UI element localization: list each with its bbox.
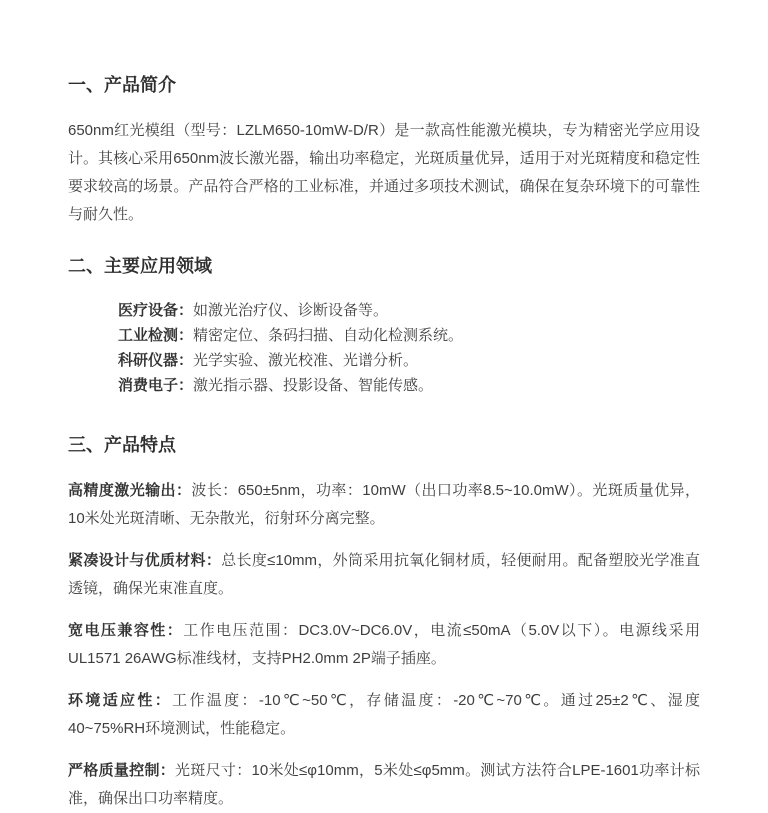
application-list-item-consumer (118, 373, 700, 398)
feature-label: 紧凑设计与优质材料： (68, 552, 222, 569)
application-label: 消费电子： (118, 377, 194, 394)
feature-paragraph-voltage (68, 617, 700, 673)
application-text: 精密定位、条码扫描、自动化检测系统。 (193, 327, 464, 344)
feature-text: 工作温度：-10℃~50℃，存储温度：-20℃~70℃。通过25±2℃、湿度40~75%RH环境测试，性能稳定。 (68, 692, 700, 737)
feature-label: 严格质量控制： (68, 762, 176, 779)
feature-label: 环境适应性： (68, 692, 173, 709)
section-heading-features: 三、产品特点 (68, 435, 176, 455)
application-list-item-medical (118, 298, 700, 323)
application-label: 医疗设备： (118, 302, 194, 319)
feature-text: 波长：650±5nm，功率：10mW（出口功率8.5~10.0mW）。光斑质量优异，10米处光斑清晰、无杂散光，衍射环分离完整。 (68, 482, 700, 527)
feature-text: 工作电压范围：DC3.0V~DC6.0V，电流≤50mA（5.0V以下）。电源线采用UL1571 26AWG标准线材，支持PH2.0mm 2P端子插座。 (68, 622, 700, 667)
section-heading-product-intro: 一、产品简介 (68, 75, 176, 95)
application-text: 光学实验、激光校准、光谱分析。 (193, 352, 419, 369)
feature-label: 宽电压兼容性： (68, 622, 184, 639)
application-text: 激光指示器、投影设备、智能传感。 (193, 377, 434, 394)
application-label: 工业检测： (118, 327, 194, 344)
application-list-item-research (118, 348, 700, 373)
section-product-intro (68, 74, 700, 229)
application-list-item-industrial (118, 323, 700, 348)
application-label: 科研仪器： (118, 352, 194, 369)
feature-label: 高精度激光输出： (68, 482, 192, 499)
feature-text: 总长度≤10mm，外筒采用抗氧化铜材质，轻便耐用。配备塑胶光学准直透镜，确保光束准直度。 (68, 552, 700, 597)
section-applications (68, 255, 700, 398)
feature-text: 光斑尺寸：10米处≤φ10mm，5米处≤φ5mm。测试方法符合LPE-1601功率计标准，确保出口功率精度。 (68, 762, 700, 807)
product-intro-paragraph: 650nm红光模组（型号：LZLM650-10mW-D/R）是一款高性能激光模块，专为精密光学应用设计。其核心采用650nm波长激光器，输出功率稳定，光斑质量优异，适用于对光斑精度和稳定性要求较高的场景。产品符合严格的工业标准，并通过多项技术测试，确保在复杂环境下的可靠性与耐久性。 (68, 122, 700, 223)
feature-paragraph-compact-design (68, 547, 700, 603)
section-features (68, 434, 700, 813)
application-list (68, 298, 700, 398)
feature-paragraph-quality-control (68, 757, 700, 813)
feature-paragraph-laser-output (68, 477, 700, 533)
section-heading-applications: 二、主要应用领域 (68, 256, 212, 276)
application-text: 如激光治疗仪、诊断设备等。 (193, 302, 389, 319)
feature-paragraph-environment (68, 687, 700, 743)
